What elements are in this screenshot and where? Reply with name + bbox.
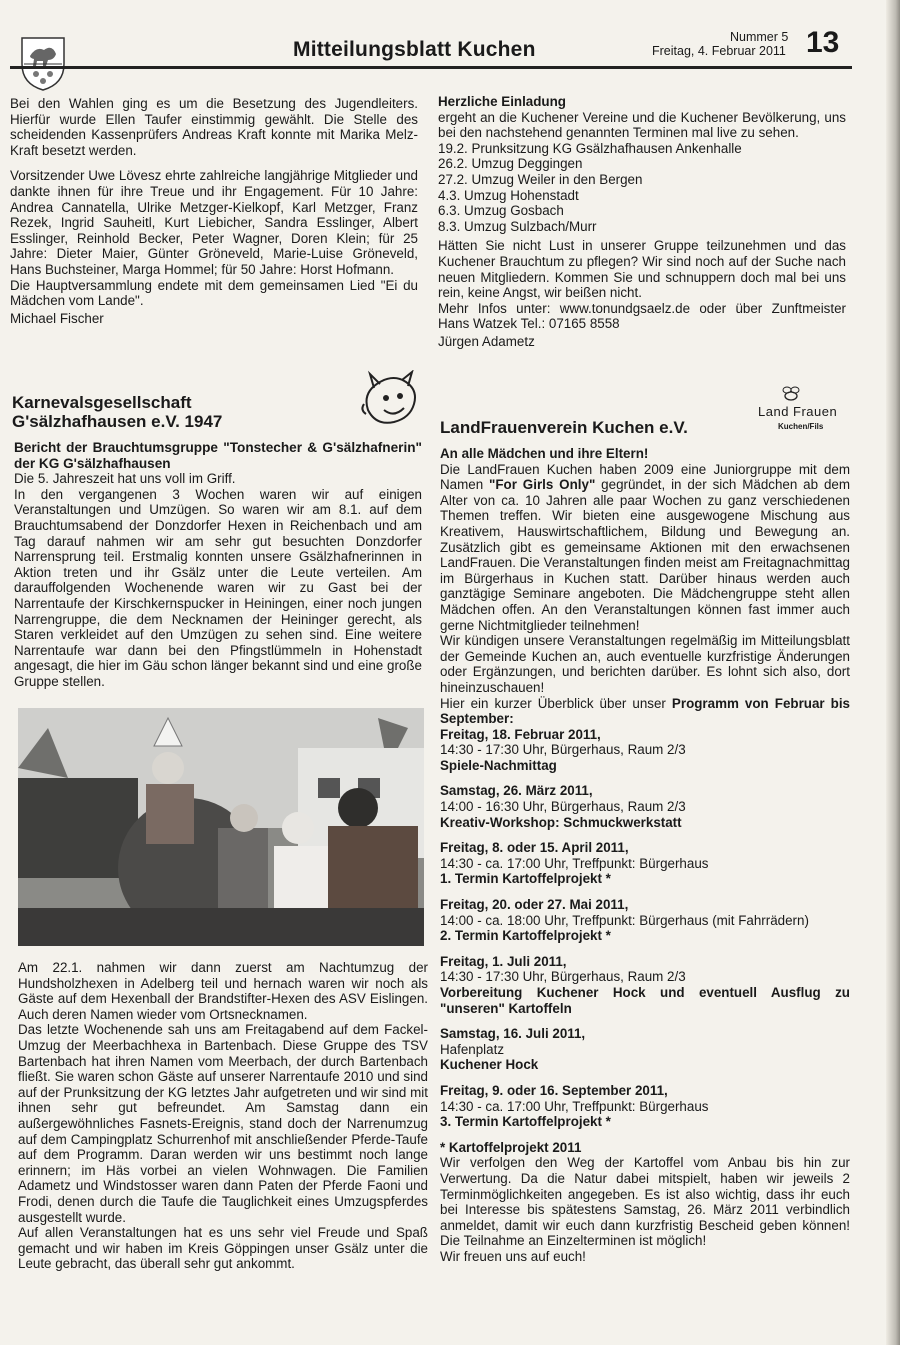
author-signature: Michael Fischer — [10, 310, 104, 326]
paragraph: Die Hauptversammlung endete mit dem gemeinsamen Lied "Ei du Mädchen vom Lande". — [10, 277, 418, 309]
right-column-article — [440, 446, 850, 1265]
page-edge-shadow — [886, 0, 900, 1345]
page-number: 13 — [806, 26, 840, 59]
left-column-article — [14, 440, 422, 690]
left-column-bottom — [18, 960, 428, 1272]
logo-location: Kuchen/Fils — [778, 422, 824, 431]
event-time: Hafenplatz — [440, 1041, 505, 1057]
event-date: Freitag, 1. Juli 2011, — [440, 953, 567, 969]
event-date: Freitag, 20. oder 27. Mai 2011, — [440, 897, 629, 913]
section-title: G'sälzhafhausen e.V. 1947 — [12, 412, 223, 431]
event-date: Samstag, 26. März 2011, — [440, 783, 593, 799]
event-date: Freitag, 18. Februar 2011, — [440, 726, 601, 742]
municipal-crest-icon — [18, 34, 68, 92]
event-date: Freitag, 8. oder 15. April 2011, — [440, 840, 629, 856]
paragraph: Wir verfolgen den Weg der Kartoffel vom Anbau bis hin zur Verwertung. Da die Natur dabei mitspielt, haben wir jeweils 2 Terminmöglichkeiten angegeben. Es ist also wichtig, dass ihr euch bei Interesse bis spätestens Samstag, 26. März 2011 verbindlich anmeldet, damit wir euch dann kurzfristig Bescheid geben können! Die Teilnahme an Einzelterminen ist möglich! — [440, 1155, 850, 1249]
event-title: Kreativ-Workshop: Schmuckwerkstatt — [440, 814, 682, 830]
list-item: 8.3. Umzug Sulzbach/Murr — [438, 218, 597, 234]
event-item — [440, 1083, 850, 1130]
closing-line: Wir freuen uns auf euch! — [440, 1248, 586, 1264]
section-title: LandFrauenverein Kuchen e.V. — [440, 418, 688, 437]
paragraph — [440, 462, 850, 634]
landfrauen-logo — [758, 386, 848, 434]
list-item: 4.3. Umzug Hohenstadt — [438, 187, 579, 203]
event-title: 1. Termin Kartoffelprojekt * — [440, 871, 611, 887]
event-title: Vorbereitung Kuchener Hock und eventuell Ausflug zu "unseren" Kartoffeln — [440, 985, 850, 1016]
jester-mascot-icon — [360, 370, 422, 426]
paragraph: In den vergangenen 3 Wochen waren wir auf einigen Veranstaltungen und Umzügen. So waren wir am 8.1. auf dem Brauchtumsabend der Donzdorfer Hexen in Reichenbach und am Tag darauf nahmen wir am sehr gut besuchten Donzdorfer Narrensprung teil. Erstmalig konnten unsere Gsälzhafnerinnen in Aktion treten und ihr Gsälz unter die Leute verteilen. Am darauffolgenden Wochenende waren wir zu Gast bei der Narrentaufe der Kirschkernspucker in Heiningen, einer noch jungen Narrengruppe, die dem Necknamen der Heininger gerecht, als Staren verkleidet auf den Umzügen zu sehen sind. Eine weitere Narrentaufe war dann bei den Pfingstlümmeln in Hohenstadt angesagt, die hier im Gäu schon länger bekannt sind und eine große Gruppe stellen. — [14, 486, 422, 689]
paragraph: Bei den Wahlen ging es um die Besetzung des Jugendleiters. Hierfür wurde Ellen Taufer einstimmig gewählt. Die Stelle des scheidenden Kassenprüfers Andreas Kraft konnte mit Marika Melz-Kraft besetzt werden. — [10, 96, 418, 158]
right-column-top — [438, 94, 846, 350]
paragraph: Wir kündigen unsere Veranstaltungen regelmäßig im Mitteilungsblatt der Gemeinde Kuchen an, auch eventuelle kurzfristige Änderungen oder Ergänzungen, und berichten darüber. Es lohnt sich also, dort hineinzuschauen! — [440, 633, 850, 695]
author-signature: Jürgen Adametz — [438, 333, 535, 349]
event-list — [440, 727, 850, 1130]
issue-number: Nummer 5 — [730, 30, 789, 44]
list-item: 26.2. Umzug Deggingen — [438, 156, 583, 172]
text-run: gegründet, in der sich Mädchen ab dem Alter von ca. 10 Jahren alle paar Wochen zu ganz verschiedenen Themen treffen. Wir bieten eine ausgewogene Mischung aus Kreativem, Hauswirtschaftlichem, Bildung und Bewegung an. Zusätzlich gibt es gemeinsame Aktionen mit den erwachsenen LandFrauen. Die Veranstaltungen finden meist am Freitagnachmittag im Bürgerhaus in Kuchen statt. Darüber hinaus werden auch ganztägige Seminare angeboten. Die Mädchengruppe steht allen Mädchen offen. An den Veranstaltungen können fast immer auch gerne Nichtmitglieder teilnehmen! — [440, 477, 850, 633]
paragraph — [440, 696, 850, 727]
event-item — [440, 1026, 850, 1073]
event-item — [440, 783, 850, 830]
event-title: 3. Termin Kartoffelprojekt * — [440, 1114, 611, 1130]
left-column-top — [10, 96, 418, 326]
paragraph: Mehr Infos unter: www.tonundgsaelz.de oder über Zunftmeister Hans Watzek Tel.: 07165 8558 — [438, 300, 846, 332]
list-item: 6.3. Umzug Gosbach — [438, 203, 564, 219]
event-title: Kuchener Hock — [440, 1057, 539, 1073]
list-item: 27.2. Umzug Weiler in den Bergen — [438, 171, 643, 187]
paragraph: Am 22.1. nahmen wir dann zuerst am Nachtumzug der Hundsholzhexen in Adelberg teil und hernach waren wir noch als Gäste auf dem Hexenball der Brandstifter-Hexen des ASV Eislingen. Auch deren Namen wieder vom Ortsnecknamen. — [18, 960, 428, 1022]
list-item: 19.2. Prunksitzung KG Gsälzhafhausen Ankenhalle — [438, 140, 742, 156]
text-run: Die LandFrauen Kuchen haben 2009 eine Juniorgruppe mit dem Namen — [440, 461, 850, 493]
paragraph: Vorsitzender Uwe Lövesz ehrte zahlreiche langjährige Mitglieder und dankte ihnen für ihre Treue und ihr Engagement. Für 10 Jahre: Andrea Cannatella, Ulrike Metzger-Kielkopf, Karl Metzger, Franz Rezek, Ingrid Sauheitl, Kurt Liebicher, Sandra Esslinger, Albert Esslinger, Reinhold Becker, Peter Wagner, Doren Klein; für 25 Jahre: Dieter Maier, Günter Gröneveld, Marie-Luise Gröneveld, Hans Buchsteiner, Marga Hommel; für 50 Jahre: Horst Hofmann. — [10, 168, 418, 277]
event-time: 14:00 - ca. 18:00 Uhr, Treffpunkt: Bürgerhaus (mit Fahrrädern) — [440, 912, 809, 928]
section-title: Karnevalsgesellschaft — [12, 393, 192, 412]
event-time: 14:30 - 17:30 Uhr, Bürgerhaus, Raum 2/3 — [440, 969, 686, 985]
issue-date: Freitag, 4. Februar 2011 — [652, 44, 786, 58]
event-title: Spiele-Nachmittag — [440, 757, 557, 773]
event-item — [440, 897, 850, 944]
carnival-group-photo — [18, 708, 424, 946]
invitation-heading: Herzliche Einladung — [438, 94, 566, 109]
paragraph: Auf allen Veranstaltungen hat es uns sehr viel Freude und Spaß gemacht und wir haben im Kreis Göppingen unser Gsälz unter die Leute gebracht, das überall sehr gut ankommt. — [18, 1225, 428, 1272]
paragraph: Die 5. Jahreszeit hat uns voll im Griff. — [14, 471, 236, 487]
event-time: 14:00 - 16:30 Uhr, Bürgerhaus, Raum 2/3 — [440, 799, 686, 815]
event-item — [440, 954, 850, 1016]
paragraph: Das letzte Wochenende sah uns am Freitagabend auf dem Fackel-Umzug der Meerbachhexa in Bartenbach. Diese Gruppe des TSV Bartenbach hat ihren Namen vom Meerbach, der durch Bartenbach fließt. Sie waren schon Gäste auf unserer Narrentaufe 2010 und sind auf der Prunksitzung der KG letztes Jahr aufgetreten und wir sind mit ihnen sehr gut befreundet. Am Samstag dann ein außergewöhnliches Fasnets-Ereignis, stand doch der Narrenumzug auf dem Campingplatz Schurrenhof mit anschließender Pferde-Taufe auf dem Programm. Daran werden wir uns bestimmt noch lange erinnern; im Häs vorbei an vielen Wohnwagen. Die Familien Adametz und Windstosser waren dann Paten der Pferde Faoni und Frodi, denen durch die Taufe die Tauglichkeit eines Umzugspferdes ausgestellt wurde. — [18, 1022, 428, 1225]
event-item — [440, 840, 850, 887]
paragraph: Hätten Sie nicht Lust in unserer Gruppe teilzunehmen und das Kuchener Brauchtum zu pflegen? Wir sind noch auf der Suche nach neuen Mitgliedern. Kommen Sie und schnuppern doch mal bei uns rein, keine Angst, wir beißen nicht. — [438, 238, 846, 301]
program-heading: Programm von Februar bis September: — [440, 695, 850, 727]
event-time: 14:30 - 17:30 Uhr, Bürgerhaus, Raum 2/3 — [440, 742, 686, 758]
newsletter-title: Mitteilungsblatt Kuchen — [293, 38, 536, 61]
event-date: Samstag, 16. Juli 2011, — [440, 1026, 586, 1042]
footnote-heading: * Kartoffelprojekt 2011 — [440, 1139, 582, 1155]
logo-wordmark: Land Frauen — [758, 404, 838, 419]
event-time: 14:30 - ca. 17:00 Uhr, Treffpunkt: Bürgerhaus — [440, 855, 709, 871]
event-time: 14:30 - ca. 17:00 Uhr, Treffpunkt: Bürgerhaus — [440, 1098, 709, 1114]
group-name: "For Girls Only" — [489, 477, 596, 493]
article-subheading: Bericht der Brauchtumsgruppe "Tonstecher & G'sälzhafnerin" der KG G'sälzhafhausen — [14, 440, 422, 471]
text-run: Hier ein kurzer Überblick über unser — [440, 695, 672, 711]
article-subheading: An alle Mädchen und ihre Eltern! — [440, 446, 649, 461]
paragraph: ergeht an die Kuchener Vereine und die Kuchener Bevölkerung, uns bei den nachstehend genannten Terminen mal live zu sehen. — [438, 109, 846, 141]
bee-icon — [778, 386, 804, 402]
header-rule — [10, 66, 852, 69]
event-title: 2. Termin Kartoffelprojekt * — [440, 928, 611, 944]
event-item — [440, 727, 850, 774]
event-date: Freitag, 9. oder 16. September 2011, — [440, 1082, 668, 1098]
